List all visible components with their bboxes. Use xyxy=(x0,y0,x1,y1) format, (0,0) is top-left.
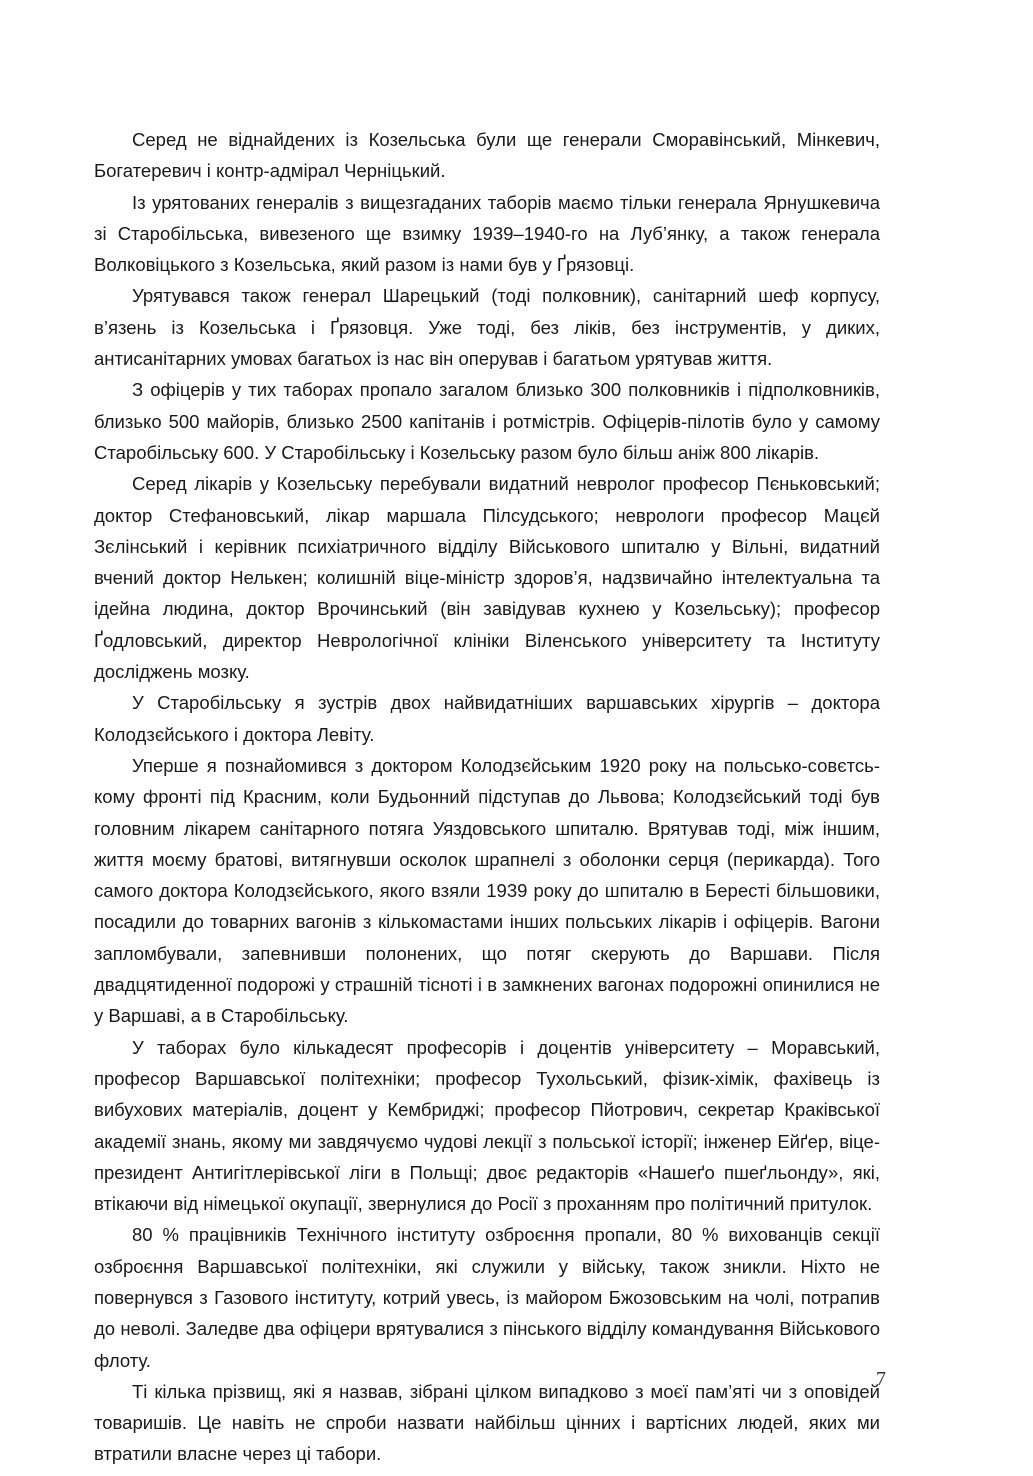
paragraph: У Старобільську я зустрів двох найвидатніших варшавських хірургів – доктора Колодзєйського і доктора Левіту. xyxy=(94,692,880,745)
paragraph: З офіцерів у тих таборах пропало загалом близько 300 полковників і підполковників, близько 500 майорів, близько 2500 капітанів і ротмістрів. Офіцерів-пілотів було у самому Старобільську 600. У Старобільську і Козельську разом було більш аніж 800 лікарів. xyxy=(94,379,880,463)
paragraph: Із урятованих генералів з вищезгаданих таборів маємо тільки генерала Ярнушкевича зі Старобільська, вивезеного ще взимку 1939–1940-го на Луб’янку, а також генерала Волковіцького з Козельська, який разом із нами був у Ґрязовці. xyxy=(94,191,880,276)
page-number: 7 xyxy=(876,1368,886,1390)
paragraph: Урятувався також генерал Шарецький (тоді полковник), санітарний шеф корпусу, в’язень із Козельська і Ґрязовця. Уже тоді, без ліків, без інструментів, у диких, антисанітарних умовах багатьох із нас він оперував і багатьом урятував життя. xyxy=(94,285,880,370)
paragraph: Уперше я познайомився з доктором Колодзєйським 1920 року на польсько-совєтському фронті під Красним, коли Будьонний підступав до Львова; Колодзєйський тоді був головним лікарем санітарного потяга Уяздовського шпиталю. Врятував тоді, між іншим, життя моєму братові, витягнувши осколок шрапнелі з оболонки серця (перикарда). Того самого доктора Колодзєйського, якого взяли 1939 року до шпиталю в Бересті більшовики, посадили до товарних вагонів з кількомастами інших польських лікарів і офіцерів. Вагони запломбували, запевнивши полонених, що потяг скерують до Варшави. Після двадцятиденної подорожі у страшній тісноті і в замкнених вагонах подорожні опинилися не у Варшаві, а в Старобільську. xyxy=(94,754,880,1027)
paragraph: Серед не віднайдених із Козельська були ще генерали Сморавінський, Мінкевич, Богатеревич і контр-адмірал Черніцький. xyxy=(94,129,880,182)
paragraph: Серед лікарів у Козельську перебували видатний невролог професор Пєньковський; доктор Стефановський, лікар маршала Пілсудського; неврологи професор Мацєй Зєлінський і керівник психіатричного відділу Військового шпиталю у Вільні, видатний вчений доктор Нелькен; колишній віце-міністр здоров’я, надзвичайно інтелектуальна та ідейна людина, доктор Врочинський (він завідував кухнею у Козельську); професор Ґодловський, директор Неврологічної клініки Віленського університету та Інституту досліджень мозку. xyxy=(94,473,880,683)
paragraph: 80 % працівників Технічного інституту озброєння пропали, 80 % вихованців секції озброєння Варшавської політехніки, які служили у війську, також зникли. Ніхто не повернувся з Газового інституту, котрий увесь, із майором Бжозовським на чолі, потрапив до неволі. Заледве два офіцери врятувалися з пінського відділу командування Військового флоту. xyxy=(94,1224,880,1371)
paragraph: Ті кілька прізвищ, які я назвав, зібрані цілком випадково з моєї пам’яті чи з оповідей товаришів. Це навіть не спроби назвати найбільш цінних і вартісних людей, яких ми втратили власне через ці табори. xyxy=(94,1380,880,1465)
body-text xyxy=(94,124,880,1470)
paragraph: У таборах було кількадесят професорів і доцентів університету – Моравський, професор Варшавської політехніки; професор Тухольський, фізик-хімік, фахівець із вибухових матеріалів, доцент у Кембриджі; професор Пйотрович, секретар Краківської академії знань, якому ми завдячуємо чудові лекції з польської історії; інженер Ейґер, віце-президент Антигітлерівської ліги в Польщі; двоє редакторів «Нашеґо пшеґльонду», які, втікаючи від німецької окупації, звернулися до Росії з проханням про політичний притулок. xyxy=(94,1036,880,1215)
